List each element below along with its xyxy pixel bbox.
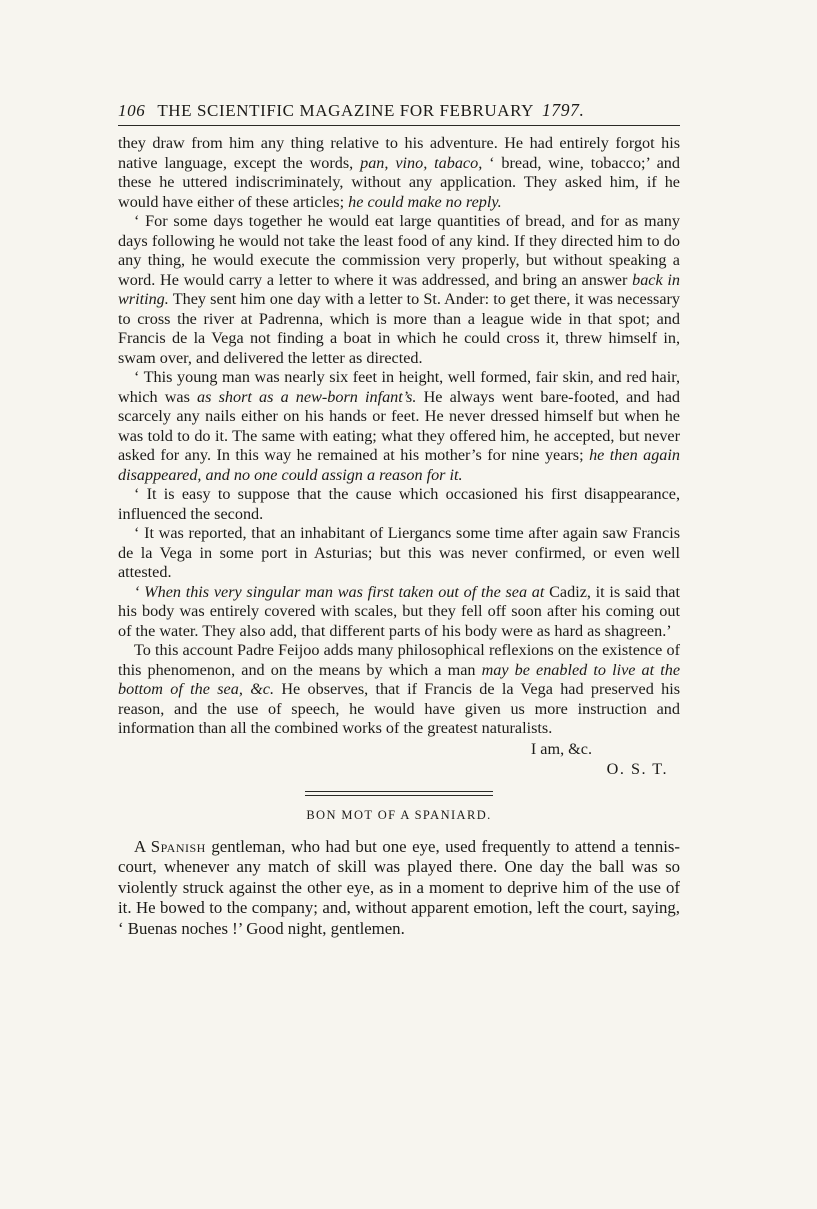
paragraph-text: ‘ It was reported, that an inhabitant of Liergancs some time after again saw Francis de la Vega in some port in Asturias; but this was never confirmed, or even well attested.	[118, 524, 680, 581]
section-divider	[305, 791, 493, 796]
article-paragraph	[118, 583, 680, 642]
closing-line: I am, &c.	[530, 739, 592, 758]
italic-text: he then again disappeared, and no one could assign a reason for it.	[118, 446, 680, 484]
article-paragraph	[118, 134, 680, 212]
author-initials: O. S. T.	[606, 759, 668, 778]
anecdote-smallcaps-word: Spanish	[150, 836, 206, 856]
anecdote-text: gentleman, who had but one eye, used frequently to attend a tennis-court, whenever any match of skill was played there. One day the ball was so violently struck against the other eye, as in a moment to deprive him of the use of it. He bowed to the company; and, without apparent emotion, left the court, saying, ‘ Buenas noches !’ Good night, gentlemen.	[118, 836, 680, 938]
paragraph-text: Cadiz, it is said that his body was entirely covered with scales, but they fell off soon after his coming out of the water. They also add, that different parts of his body were as hard as shagreen.’	[118, 582, 680, 640]
paragraph-text: ‘ This young man was nearly six feet in height, well formed, fair skin, and red hair, which was	[118, 368, 680, 406]
italic-text: pan, vino, tabaco,	[360, 153, 483, 172]
page-number: 106	[118, 101, 146, 120]
paragraph-text: He always went bare-footed, and had scarcely any nails either on his hands or feet. He never dressed himself but when he was told to do it. The same with eating; what they offered him, he accepted, but never asked for any. In this way he remained at his mother’s for nine years;	[118, 387, 681, 464]
running-header	[118, 100, 680, 121]
anecdote-paragraph	[118, 837, 680, 940]
italic-text: as short as a new-born infant’s.	[197, 387, 417, 406]
magazine-title: THE SCIENTIFIC MAGAZINE FOR FEBRUARY	[157, 101, 535, 120]
magazine-page	[118, 100, 680, 939]
anecdote-lead: A	[134, 836, 151, 856]
article-body	[118, 134, 680, 739]
paragraph-text: They sent him one day with a letter to St. Ander: to get there, it was necessary to cross the river at Padrenna, which is more than a league wide in that spot; and Francis de la Vega not finding a boat in which he could cross it, threw himself in, swam over, and delivered the letter as directed.	[118, 290, 680, 367]
italic-text: he could make no reply.	[348, 192, 502, 211]
letter-signoff	[118, 739, 680, 779]
paragraph-text: ‘ It is easy to suppose that the cause which occasioned his first disappearance, influenced the second.	[118, 485, 680, 523]
italic-text: back in writing.	[118, 270, 680, 308]
paragraph-text: He observes, that if Francis de la Vega had preserved his reason, and the use of speech, he would have given us more instruction and information than all the combined works of the greatest naturalists.	[118, 680, 680, 737]
article-paragraph	[118, 641, 680, 739]
paragraph-text: they draw from him any thing relative to his adventure. He had entirely forgot his native language, except the words,	[118, 134, 680, 172]
italic-text: ‘ When this very singular man was first taken out of the sea at	[134, 582, 545, 601]
anecdote-body	[118, 837, 680, 940]
paragraph-text: To this account Padre Feijoo adds many philosophical reflexions on the existence of this phenomenon, and on the means by which a man	[118, 641, 680, 679]
paragraph-text: ‘ bread, wine, tobacco;’ and these he uttered indiscriminately, without any application. They asked him, if he would have either of these articles;	[118, 153, 680, 211]
issue-year: 1797.	[542, 100, 585, 120]
article-paragraph	[118, 368, 680, 485]
article-paragraph	[118, 485, 680, 524]
header-rule	[118, 125, 680, 126]
italic-text: may be enabled to live at the bottom of the sea, &c.	[118, 660, 681, 698]
section-title: BON MOT OF A SPANIARD.	[306, 807, 492, 822]
article-paragraph	[118, 212, 680, 368]
article-paragraph	[118, 524, 680, 583]
paragraph-text: ‘ For some days together he would eat large quantities of bread, and for as many days following he would not take the least food of any kind. If they directed him to do any thing, he would execute the commission very properly, but without speaking a word. He would carry a letter to where it was addressed, and bring an answer	[118, 212, 680, 289]
